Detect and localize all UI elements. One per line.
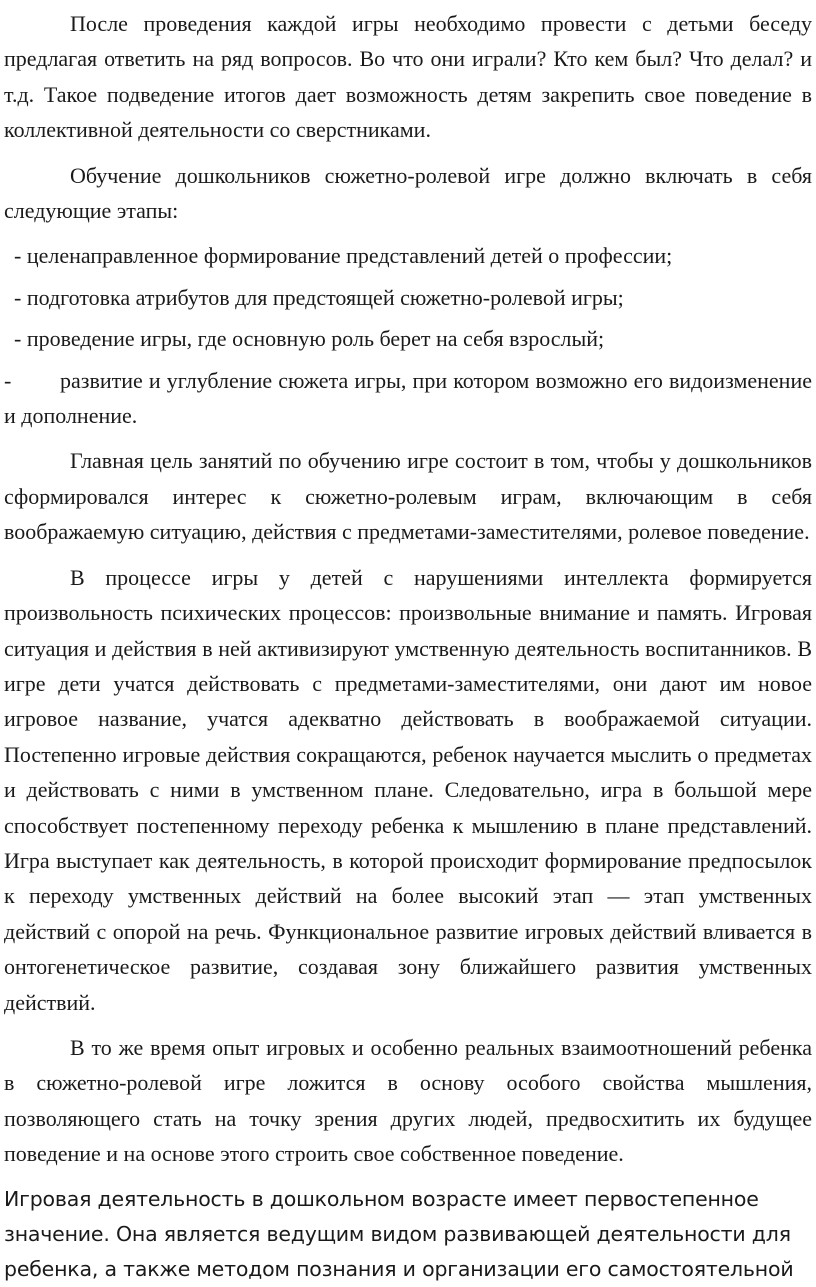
text-line: Игровая деятельность в дошкольном возрасте имеет первостепенное (4, 1186, 759, 1211)
list-item-plot-development (4, 363, 812, 434)
text-line: ребенка, а также методом познания и организации его самостоятельной (4, 1256, 794, 1281)
list-item-plot-development-text: развитие и углубление сюжета игры, при котором возможно его видоизменение и дополнение. (4, 367, 812, 429)
text-line: значение. Она является ведущим видом развивающей деятельности для (4, 1221, 791, 1246)
paragraph-training-stages-intro: Обучение дошкольников сюжетно-ролевой игре должно включать в себя следующие этапы: (4, 162, 812, 224)
paragraph-intellect-development: В процессе игры у детей с нарушениями интеллекта формируется произвольность психических процессов: произвольные внимание и память. Игровая ситуация и действия в ней активизируют умственную деятельность воспитанников. В игре дети учатся действовать с предметами-заместителями, они дают им новое игровое название, учатся адекватно действовать в воображаемой ситуации. Постепенно игровые действия сокращаются, ребенок научается мыслить о предметах и действовать с ними в умственном плане. Следовательно, игра в большой мере способствует постепенному переходу ребенка к мышлению в плане представлений. Игра выступает как деятельность, в которой происходит формирование предпосылок к переходу умственных действий на более высокий этап — этап умственных действий с опорой на речь. Функциональное развитие игровых действий вливается в онтогенетическое развитие, создавая зону ближайшего развития умственных действий. (4, 564, 812, 1015)
list-item-attributes-preparation: - подготовка атрибутов для предстоящей сюжетно-ролевой игры; (14, 284, 624, 310)
list-dash: - (4, 367, 12, 393)
paragraph-game-activity-importance (4, 1182, 812, 1287)
paragraph-social-experience: В то же время опыт игровых и особенно реальных взаимоотношений ребенка в сюжетно-ролевой игре ложится в основу особого свойства мышления, позволяющего стать на точку зрения других людей, предвосхитить их будущее поведение и на основе этого строить свое собственное поведение. (4, 1034, 812, 1167)
list-item-adult-led-game: - проведение игры, где основную роль берет на себя взрослый; (14, 326, 605, 352)
paragraph-summary-conversation: После проведения каждой игры необходимо провести с детьми беседу предлагая ответить на ряд вопросов. Во что они играли? Кто кем был? Что делал? и т.д. Такое подведение итогов дает возможность детям закрепить свое поведение в коллективной деятельности со сверстниками. (4, 11, 812, 143)
list-item-profession-ideas: - целенаправленное формирование представлений детей о профессии; (14, 243, 673, 269)
paragraph-main-goal: Главная цель занятий по обучению игре состоит в том, чтобы у дошкольников сформировался интерес к сюжетно-ролевым играм, включающим в себя воображаемую ситуацию, действия с предметами-заместителями, ролевое поведение. (4, 448, 812, 545)
